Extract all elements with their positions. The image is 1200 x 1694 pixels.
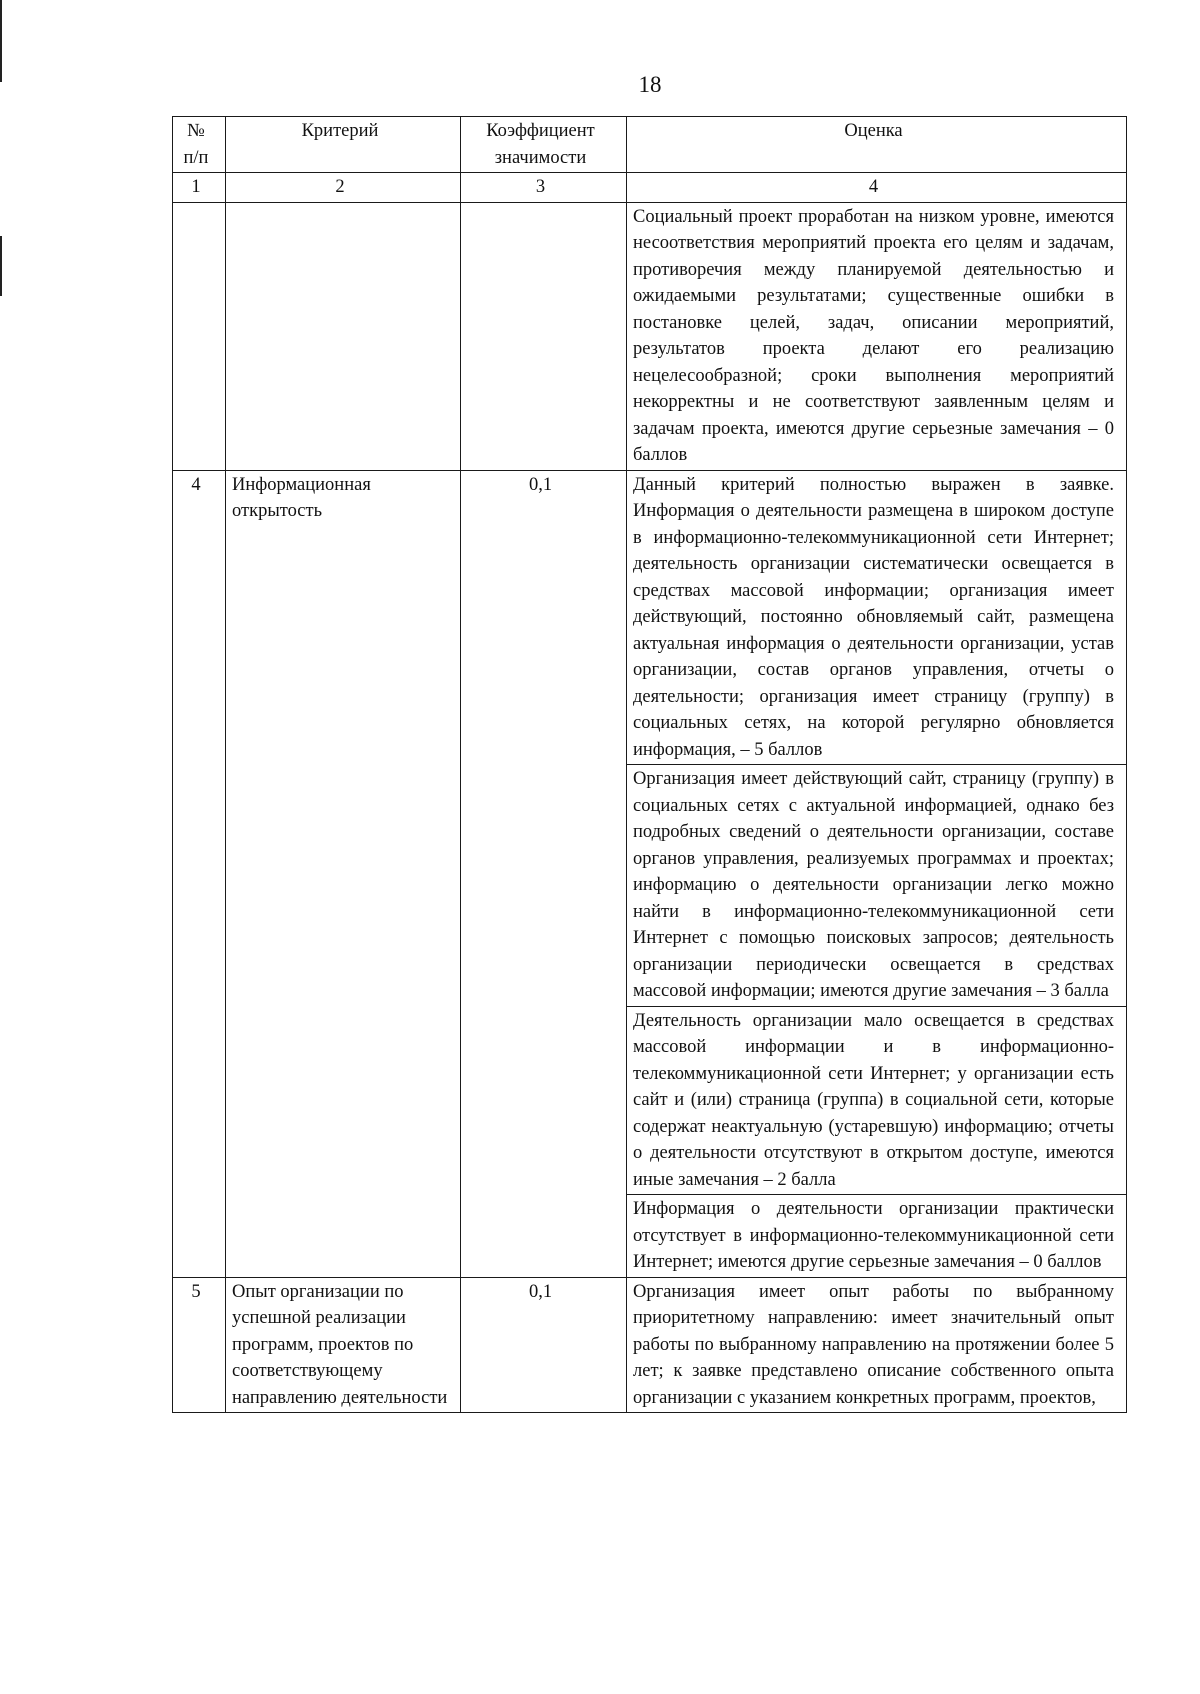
row-coefficient [461,202,627,470]
score-cell: Деятельность организации мало освещается в средствах массовой информации и в информационно-телекоммуникационной сети Интернет; у организации есть сайт и (или) страница (группа) в социальной сети, которые содержат неактуальную (устаревшую) информацию; отчеты о деятельности отсутствуют в открытом доступе, имеются иные замечания – 2 балла [627,1006,1127,1195]
row-criterion: Информационная открытость [226,470,461,1277]
header-coefficient: Коэффициент значимости [461,117,627,173]
header-num: № п/п [173,117,226,173]
scan-margin-mark-middle [0,236,2,296]
score-cell: Организация имеет действующий сайт, страницу (группу) в социальных сетях с актуальной информацией, однако без подробных сведений о деятельности организации, составе органов управления, реализуемых программах и проектах; информацию о деятельности организации легко можно найти в информационно-телекоммуникационной сети Интернет с помощью поисковых запросов; деятельность организации периодически освещается в средствах массовой информации; имеются другие замечания – 3 балла [627,765,1127,1007]
score-cell: Данный критерий полностью выражен в заявке. Информация о деятельности размещена в широком доступе в информационно-телекоммуникационной сети Интернет; деятельность организации систематически освещается в средствах массовой информации; организация имеет действующий, постоянно обновляемый сайт, размещена актуальная информация о деятельности организации, устав организации, состав органов управления, отчеты о деятельности; организация имеет страницу (группу) в социальных сетях, на которой регулярно обновляется информация, – 5 баллов [627,470,1127,765]
page-number: 18 [638,72,662,97]
row-num: 5 [173,1277,226,1413]
table-row [173,470,1127,765]
criteria-table [172,116,1127,1413]
table-header-row [173,117,1127,173]
row-criterion [226,202,461,470]
column-index: 2 [226,173,461,203]
score-cell: Социальный проект проработан на низком уровне, имеются несоответствия мероприятий проекта его целям и задачам, противоречия между планируемой деятельностью и ожидаемыми результатами; существенные ошибки в постановке целей, задач, описании мероприятий, результатов проекта делают его реализацию нецелесообразной; сроки выполнения мероприятий некорректны и не соответствуют заявленным целям и задачам проекта, имеются другие серьезные замечания – 0 баллов [627,202,1127,470]
scan-margin-mark-top [0,0,2,82]
row-coefficient: 0,1 [461,1277,627,1413]
header-score: Оценка [627,117,1127,173]
column-index-row [173,173,1127,203]
column-index: 1 [173,173,226,203]
table-row [173,202,1127,470]
score-cell: Организация имеет опыт работы по выбранному приоритетному направлению: имеет значительный опыт работы по выбранному направлению на протяжении более 5 лет; к заявке представлено описание собственного опыта организации с указанием конкретных программ, проектов, [627,1277,1127,1413]
row-num: 4 [173,470,226,1277]
table-row [173,1277,1127,1413]
header-criterion: Критерий [226,117,461,173]
row-num [173,202,226,470]
row-criterion: Опыт организации по успешной реализации программ, проектов по соответствующему направлению деятельности [226,1277,461,1413]
score-cell: Информация о деятельности организации практически отсутствует в информационно-телекоммуникационной сети Интернет; имеются другие серьезные замечания – 0 баллов [627,1195,1127,1278]
row-coefficient: 0,1 [461,470,627,1277]
column-index: 3 [461,173,627,203]
column-index: 4 [627,173,1127,203]
